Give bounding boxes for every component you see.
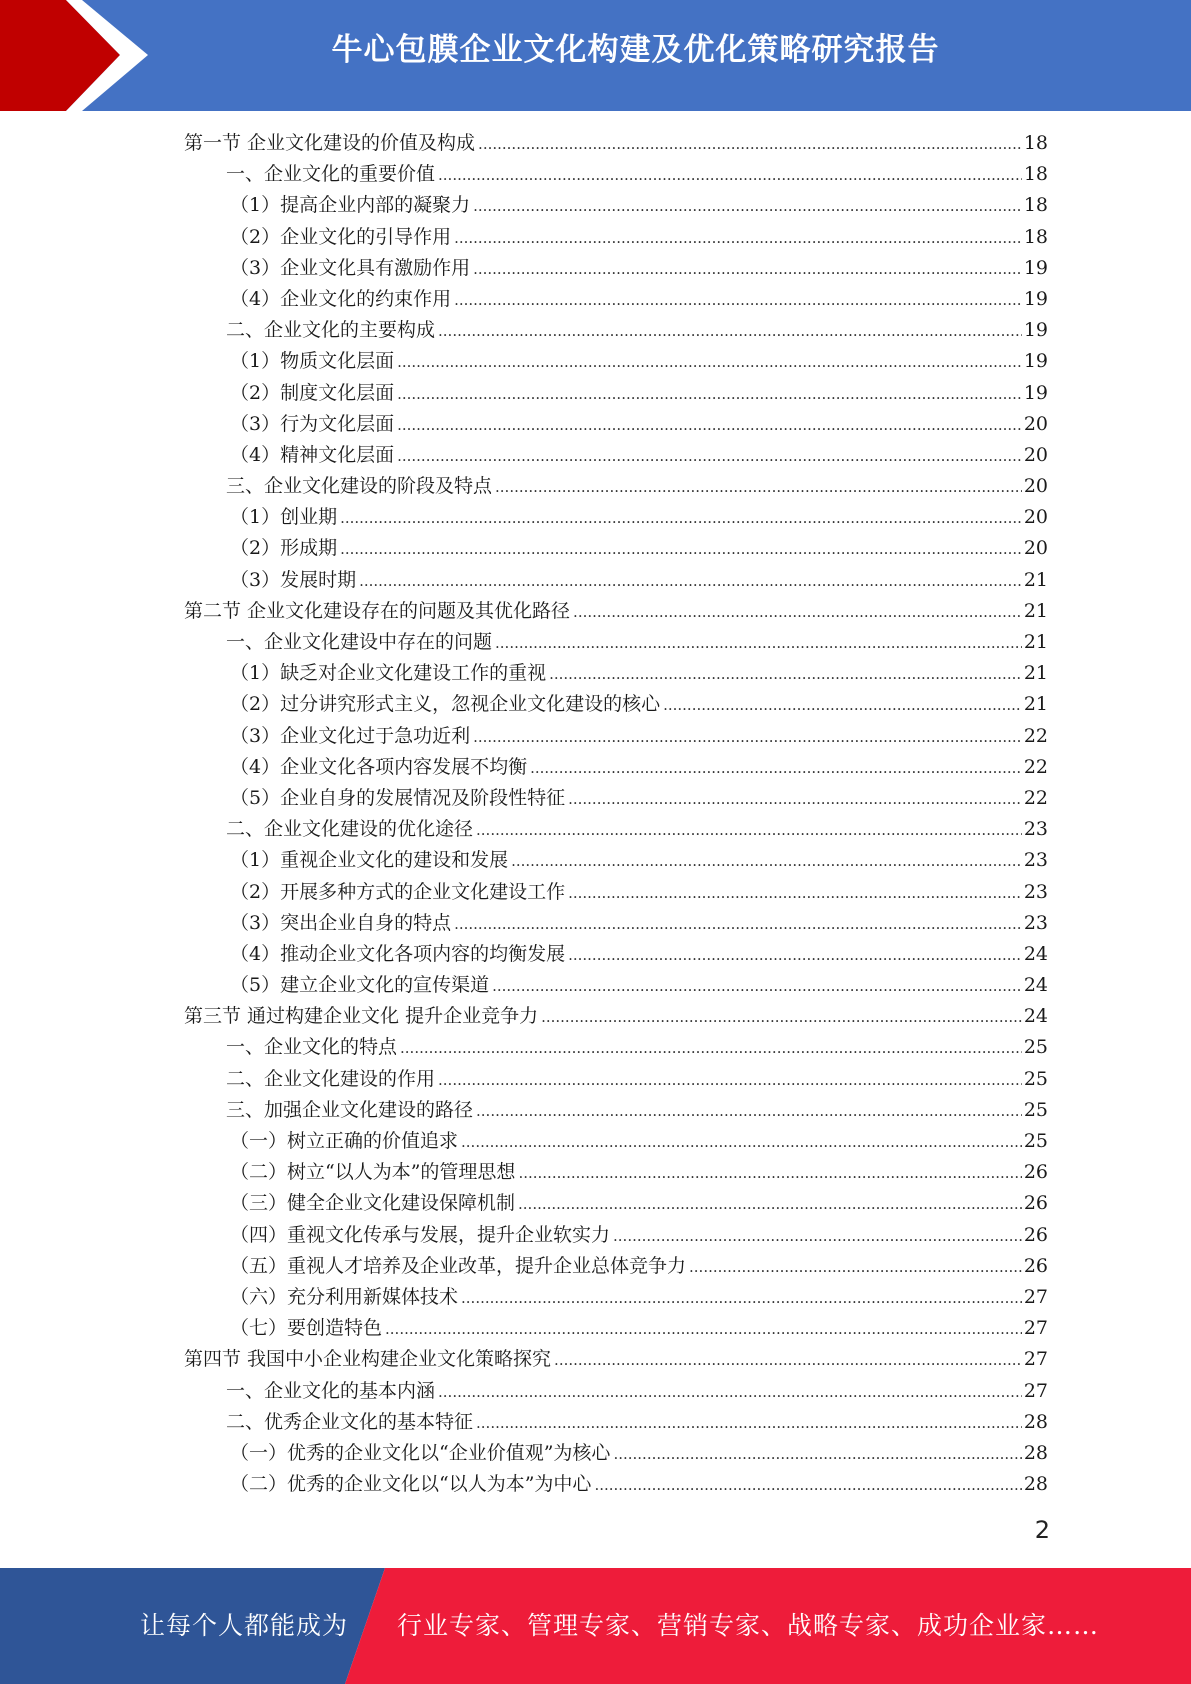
toc-dot-leader	[359, 566, 1022, 597]
toc-entry-page: 20	[1023, 537, 1048, 560]
toc-entry-page: 23	[1023, 849, 1048, 872]
toc-entry-page: 21	[1023, 599, 1048, 622]
toc-entry-title: （3）行为文化层面	[230, 412, 395, 435]
toc-entry[interactable]	[184, 845, 1048, 876]
toc-entry-title: 二、企业文化建设的作用	[226, 1067, 436, 1090]
toc-dot-leader	[594, 1470, 1021, 1501]
toc-entry-page: 24	[1023, 1005, 1048, 1028]
toc-entry-page: 19	[1023, 287, 1048, 310]
toc-dot-leader	[478, 129, 1022, 160]
header-arrow-decoration	[0, 0, 160, 111]
toc-dot-leader	[340, 503, 1022, 534]
toc-entry[interactable]	[184, 315, 1048, 346]
toc-entry[interactable]	[184, 1064, 1048, 1095]
toc-entry-title: （1）物质文化层面	[230, 350, 395, 373]
toc-dot-leader	[438, 1377, 1022, 1408]
toc-dot-leader	[530, 753, 1022, 784]
toc-entry-title: 二、企业文化建设的优化途径	[226, 818, 474, 841]
toc-dot-leader	[554, 1345, 1022, 1376]
toc-entry-page: 23	[1023, 880, 1048, 903]
toc-dot-leader	[397, 441, 1022, 472]
toc-entry-page: 28	[1023, 1473, 1048, 1496]
toc-entry[interactable]	[184, 502, 1048, 533]
toc-entry-title: （5）建立企业文化的宣传渠道	[230, 974, 490, 997]
toc-entry[interactable]	[184, 877, 1048, 908]
toc-dot-leader	[663, 690, 1022, 721]
toc-entry[interactable]	[184, 908, 1048, 939]
toc-entry-page: 24	[1023, 974, 1048, 997]
toc-dot-leader	[541, 1002, 1022, 1033]
toc-entry-title: （二）优秀的企业文化以“以人为本”为中心	[230, 1473, 592, 1496]
toc-entry[interactable]	[184, 939, 1048, 970]
toc-entry-title: （4）企业文化各项内容发展不均衡	[230, 755, 528, 778]
toc-entry-page: 20	[1023, 412, 1048, 435]
toc-entry-page: 26	[1023, 1161, 1048, 1184]
toc-entry-page: 20	[1023, 443, 1048, 466]
toc-entry-title: （2）过分讲究形式主义，忽视企业文化建设的核心	[230, 693, 661, 716]
toc-entry[interactable]	[184, 1157, 1048, 1188]
toc-dot-leader	[461, 1127, 1022, 1158]
toc-entry[interactable]	[184, 1313, 1048, 1344]
toc-entry-title: 第三节 通过构建企业文化 提升企业竞争力	[184, 1005, 539, 1028]
toc-entry-title: 三、企业文化建设的阶段及特点	[226, 475, 493, 498]
toc-dot-leader	[438, 160, 1022, 191]
toc-entry[interactable]	[184, 1220, 1048, 1251]
toc-entry-title: （4）精神文化层面	[230, 443, 395, 466]
toc-dot-leader	[385, 1314, 1022, 1345]
toc-entry-page: 23	[1023, 911, 1048, 934]
toc-entry-page: 27	[1023, 1379, 1048, 1402]
toc-entry[interactable]	[184, 440, 1048, 471]
toc-dot-leader	[473, 191, 1022, 222]
toc-entry-title: 第一节 企业文化建设的价值及构成	[184, 132, 476, 154]
toc-dot-leader	[454, 285, 1022, 316]
toc-entry[interactable]	[184, 1095, 1048, 1126]
toc-entry[interactable]	[184, 1407, 1048, 1438]
toc-entry-page: 26	[1023, 1192, 1048, 1215]
toc-dot-leader	[613, 1221, 1022, 1252]
toc-entry-title: （3）企业文化具有激励作用	[230, 256, 471, 279]
toc-entry-title: （4）企业文化的约束作用	[230, 287, 452, 310]
toc-entry-title: 一、企业文化的基本内涵	[226, 1379, 436, 1402]
toc-dot-leader	[400, 1033, 1022, 1064]
toc-entry-page: 19	[1023, 381, 1048, 404]
toc-entry[interactable]	[184, 346, 1048, 377]
toc-entry[interactable]	[184, 1251, 1048, 1282]
toc-dot-leader	[340, 534, 1022, 565]
toc-entry[interactable]	[184, 409, 1048, 440]
toc-entry-page: 26	[1023, 1254, 1048, 1277]
toc-entry-title: 第二节 企业文化建设存在的问题及其优化路径	[184, 599, 571, 622]
toc-entry[interactable]	[184, 533, 1048, 564]
toc-entry-page: 24	[1023, 942, 1048, 965]
toc-entry[interactable]	[184, 627, 1048, 658]
toc-dot-leader	[518, 1158, 1021, 1189]
toc-entry[interactable]	[184, 814, 1048, 845]
toc-entry-page: 27	[1023, 1317, 1048, 1340]
toc-dot-leader	[476, 1408, 1022, 1439]
toc-entry[interactable]	[184, 721, 1048, 752]
toc-entry-title: （1）缺乏对企业文化建设工作的重视	[230, 662, 547, 685]
toc-entry[interactable]	[184, 1188, 1048, 1219]
toc-dot-leader	[473, 722, 1022, 753]
toc-entry[interactable]	[184, 565, 1048, 596]
toc-entry[interactable]	[184, 1282, 1048, 1313]
toc-dot-leader	[568, 878, 1022, 909]
toc-entry-page: 20	[1023, 506, 1048, 529]
toc-entry-page: 25	[1023, 1130, 1048, 1152]
toc-dot-leader	[476, 1096, 1022, 1127]
toc-entry-title: （5）企业自身的发展情况及阶段性特征	[230, 786, 566, 809]
toc-entry-page: 28	[1023, 1441, 1048, 1464]
toc-entry-title: 三、加强企业文化建设的路径	[226, 1098, 474, 1121]
toc-entry-title: （1）重视企业文化的建设和发展	[230, 849, 509, 872]
toc-dot-leader	[568, 940, 1022, 971]
toc-entry-page: 19	[1023, 350, 1048, 373]
toc-entry-page: 21	[1023, 693, 1048, 716]
toc-entry-page: 27	[1023, 1348, 1048, 1371]
toc-entry-page: 26	[1023, 1223, 1048, 1246]
toc-dot-leader	[549, 659, 1022, 690]
toc-dot-leader	[454, 909, 1022, 940]
toc-entry-page: 25	[1023, 1067, 1048, 1090]
toc-entry[interactable]	[184, 159, 1048, 190]
table-of-contents	[184, 128, 1048, 1500]
toc-entry-title: （3）企业文化过于急功近利	[230, 724, 471, 747]
page-footer	[0, 1568, 1191, 1684]
toc-entry[interactable]	[184, 658, 1048, 689]
toc-dot-leader	[454, 223, 1022, 254]
toc-entry-page: 18	[1023, 163, 1048, 186]
toc-entry-title: （五）重视人才培养及企业改革，提升企业总体竞争力	[230, 1254, 687, 1277]
toc-entry[interactable]	[184, 190, 1048, 221]
toc-entry-title: （2）形成期	[230, 537, 338, 560]
toc-dot-leader	[495, 628, 1022, 659]
toc-dot-leader	[568, 784, 1022, 815]
document-title: 牛心包膜企业文化构建及优化策略研究报告	[331, 32, 940, 68]
toc-entry-title: 第四节 我国中小企业构建企业文化策略探究	[184, 1348, 552, 1371]
toc-entry-page: 25	[1023, 1098, 1048, 1121]
page-header	[0, 0, 1191, 111]
footer-slogan-right: 行业专家、管理专家、营销专家、战略专家、成功企业家……	[397, 1611, 1100, 1640]
toc-dot-leader	[492, 971, 1022, 1002]
toc-dot-leader	[476, 815, 1022, 846]
toc-entry[interactable]	[184, 378, 1048, 409]
toc-dot-leader	[438, 1065, 1022, 1096]
toc-entry-title: （1）创业期	[230, 506, 338, 529]
toc-dot-leader	[495, 472, 1022, 503]
toc-entry-page: 22	[1023, 724, 1048, 747]
toc-entry-page: 25	[1023, 1036, 1048, 1059]
toc-entry[interactable]	[184, 1438, 1048, 1469]
toc-entry-title: （3）发展时期	[230, 568, 357, 591]
toc-entry-title: （3）突出企业自身的特点	[230, 911, 452, 934]
toc-entry-title: （六）充分利用新媒体技术	[230, 1285, 459, 1308]
toc-entry[interactable]	[184, 471, 1048, 502]
toc-entry[interactable]	[184, 596, 1048, 627]
toc-entry-title: 一、企业文化的重要价值	[226, 163, 436, 186]
toc-entry-page: 18	[1023, 194, 1048, 217]
toc-entry-page: 23	[1023, 818, 1048, 841]
toc-entry-page: 18	[1023, 225, 1048, 248]
toc-dot-leader	[473, 254, 1022, 285]
toc-entry[interactable]	[184, 1469, 1048, 1500]
page-number: 2	[1034, 1516, 1050, 1544]
toc-entry[interactable]	[184, 128, 1048, 159]
toc-entry-page: 27	[1023, 1285, 1048, 1308]
toc-entry[interactable]	[184, 689, 1048, 720]
toc-entry[interactable]	[184, 783, 1048, 814]
toc-entry-title: 一、企业文化的特点	[226, 1036, 398, 1059]
toc-entry-title: 二、企业文化的主要构成	[226, 319, 436, 342]
toc-entry-title: （三）健全企业文化建设保障机制	[230, 1192, 516, 1215]
toc-entry-title: （2）开展多种方式的企业文化建设工作	[230, 880, 566, 903]
toc-entry-title: 二、优秀企业文化的基本特征	[226, 1410, 474, 1433]
toc-entry[interactable]	[184, 1126, 1048, 1157]
toc-dot-leader	[511, 846, 1022, 877]
toc-dot-leader	[518, 1189, 1022, 1220]
toc-entry-title: （二）树立“以人为本”的管理思想	[230, 1161, 516, 1184]
toc-entry-title: （七）要创造特色	[230, 1317, 383, 1340]
toc-entry[interactable]	[184, 1001, 1048, 1032]
toc-entry-page: 28	[1023, 1410, 1048, 1433]
toc-entry-page: 20	[1023, 475, 1048, 498]
toc-entry[interactable]	[184, 752, 1048, 783]
toc-entry[interactable]	[184, 222, 1048, 253]
toc-dot-leader	[573, 597, 1022, 628]
toc-dot-leader	[438, 316, 1022, 347]
toc-entry-page: 18	[1023, 132, 1048, 154]
toc-entry-title: （4）推动企业文化各项内容的均衡发展	[230, 942, 566, 965]
toc-entry-title: （一）优秀的企业文化以“企业价值观”为核心	[230, 1441, 611, 1464]
toc-entry[interactable]	[184, 1344, 1048, 1375]
toc-dot-leader	[397, 410, 1022, 441]
toc-dot-leader	[397, 347, 1022, 378]
toc-entry-page: 22	[1023, 755, 1048, 778]
toc-entry[interactable]	[184, 284, 1048, 315]
toc-entry[interactable]	[184, 1376, 1048, 1407]
toc-entry-title: （一）树立正确的价值追求	[230, 1130, 459, 1152]
toc-entry-title: （2）企业文化的引导作用	[230, 225, 452, 248]
toc-dot-leader	[689, 1252, 1022, 1283]
toc-entry-page: 21	[1023, 568, 1048, 591]
toc-entry-title: （四）重视文化传承与发展，提升企业软实力	[230, 1223, 611, 1246]
toc-entry[interactable]	[184, 253, 1048, 284]
toc-dot-leader	[397, 379, 1022, 410]
footer-slogan-left: 让每个人都能成为	[140, 1611, 349, 1640]
toc-dot-leader	[613, 1439, 1021, 1470]
toc-entry-page: 22	[1023, 786, 1048, 809]
toc-entry[interactable]	[184, 970, 1048, 1001]
toc-entry-page: 21	[1023, 662, 1048, 685]
toc-entry-page: 21	[1023, 631, 1048, 653]
toc-entry-title: （2）制度文化层面	[230, 381, 395, 404]
toc-dot-leader	[461, 1283, 1022, 1314]
toc-entry-page: 19	[1023, 319, 1048, 342]
toc-entry-title: 一、企业文化建设中存在的问题	[226, 631, 493, 653]
toc-entry-page: 19	[1023, 256, 1048, 279]
toc-entry-title: （1）提高企业内部的凝聚力	[230, 194, 471, 217]
toc-entry[interactable]	[184, 1032, 1048, 1063]
